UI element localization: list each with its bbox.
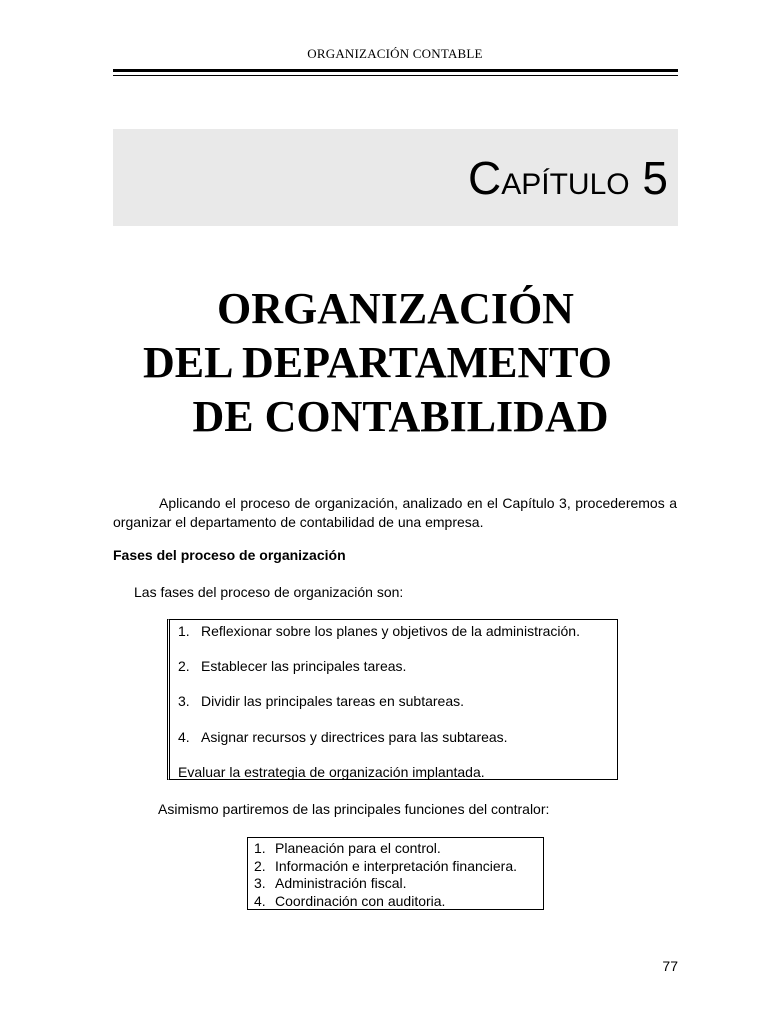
phase-item: 1. Reflexionar sobre los planes y objetivos de la administración. <box>178 623 580 639</box>
function-item: 1. Planeación para el control. <box>254 840 441 856</box>
phases-box <box>167 619 618 780</box>
header-rule-thick <box>113 69 678 72</box>
chapter-band <box>113 129 678 226</box>
phase-item: 3. Dividir las principales tareas en subtareas. <box>178 693 465 709</box>
intro-paragraph <box>113 494 677 532</box>
intro-text: Aplicando el proceso de organización, analizado en el Capítulo 3, procederemos a organizar el departamento de contabilidad de una empresa. <box>113 495 677 530</box>
phases-lead: Las fases del proceso de organización son: <box>134 584 404 600</box>
header-rule-thin <box>113 75 678 76</box>
phase-item: 4. Asignar recursos y directrices para las subtareas. <box>178 729 508 745</box>
chapter-label-rest: APÍTULO <box>501 168 630 201</box>
chapter-label-initial: C <box>468 152 502 204</box>
functions-box <box>247 837 544 910</box>
functions-lead: Asimismo partiremos de las principales funciones del contralor: <box>158 801 550 817</box>
function-item: 2. Información e interpretación financiera. <box>254 857 518 874</box>
phase-item: 2. Establecer las principales tareas. <box>178 658 407 674</box>
chapter-title-line-3: DE CONTABILIDAD <box>192 392 609 441</box>
phase-item: Evaluar la estrategia de organización implantada. <box>178 764 485 780</box>
chapter-label <box>468 153 668 210</box>
section-heading: Fases del proceso de organización <box>113 547 346 563</box>
chapter-title-line-2: DEL DEPARTAMENTO <box>142 338 613 387</box>
function-item: 4. Coordinación con auditoria. <box>254 892 446 909</box>
page-number: 77 <box>662 958 678 974</box>
function-item: 3. Administración fiscal. <box>254 875 407 891</box>
chapter-title <box>113 282 678 444</box>
chapter-title-line-1: ORGANIZACIÓN <box>217 284 574 333</box>
running-header: ORGANIZACIÓN CONTABLE <box>307 46 483 61</box>
chapter-number: 5 <box>642 152 668 204</box>
